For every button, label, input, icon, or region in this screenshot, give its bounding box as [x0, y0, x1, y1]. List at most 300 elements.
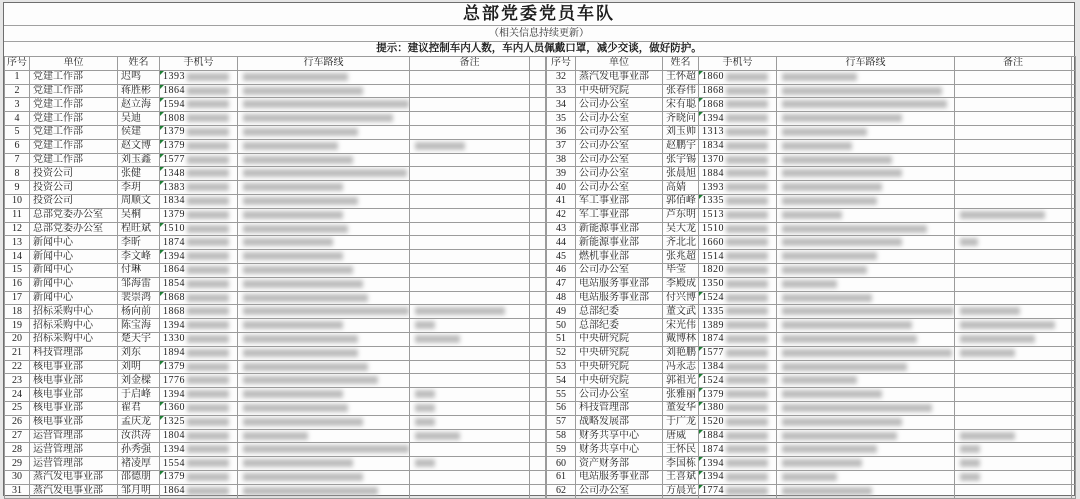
phone-redacted-blur: [187, 197, 229, 205]
cell-phone: [160, 332, 238, 346]
cell-name: 宋有聪: [663, 98, 699, 112]
cell-phone: [699, 374, 777, 388]
cell-route: [238, 457, 410, 471]
phone-redacted-blur: [726, 321, 768, 329]
col-header-unit: 单位: [30, 57, 118, 71]
cell-phone: [699, 167, 777, 181]
cell-spacer: [1072, 194, 1076, 208]
cell-name: 吴大龙: [663, 222, 699, 236]
table-row: [547, 388, 1076, 402]
cell-note: [955, 84, 1072, 98]
phone-prefix: 1394: [163, 443, 185, 455]
cell-name: 王喜斌: [663, 470, 699, 484]
phone-prefix: 1776: [163, 374, 185, 386]
cell-name: 张晨旭: [663, 167, 699, 181]
route-redacted-blur: [782, 335, 917, 343]
cell-name: 赵鹏宇: [663, 139, 699, 153]
cell-note: [410, 167, 530, 181]
note-redacted-blur: [415, 432, 460, 440]
table-row: [5, 305, 546, 319]
cell-route: [238, 222, 410, 236]
cell-name: 齐晓问: [663, 112, 699, 126]
cell-corner-triangle-icon: [699, 471, 703, 475]
col-header-spacer: [530, 57, 546, 71]
cell-note: [955, 98, 1072, 112]
cell-name: 周顺文: [118, 194, 160, 208]
cell-index: 29: [5, 457, 30, 471]
phone-redacted-blur: [726, 418, 768, 426]
cell-index: 41: [547, 194, 576, 208]
cell-phone: [699, 388, 777, 402]
cell-name: 杨向前: [118, 305, 160, 319]
cell-route: [777, 443, 955, 457]
cell-route: [777, 484, 955, 498]
cell-spacer: [1072, 415, 1076, 429]
table-row: [5, 277, 546, 291]
cell-phone: [699, 305, 777, 319]
route-redacted-blur: [782, 294, 872, 302]
note-redacted-blur: [415, 307, 505, 315]
cell-unit: 运营管理部: [30, 429, 118, 443]
phone-prefix: 1577: [163, 153, 185, 165]
cell-unit: 核电事业部: [30, 388, 118, 402]
phone-prefix: 1874: [702, 333, 724, 345]
phone-redacted-blur: [187, 307, 229, 315]
phone-redacted-blur: [726, 487, 768, 495]
cell-unit: 党建工作部: [30, 139, 118, 153]
phone-redacted-blur: [726, 211, 768, 219]
cell-spacer: [1072, 98, 1076, 112]
cell-name: 楚天宇: [118, 332, 160, 346]
phone-redacted-blur: [726, 114, 768, 122]
cell-route: [238, 194, 410, 208]
cell-index: 56: [547, 401, 576, 415]
cell-phone: [699, 70, 777, 84]
cell-corner-triangle-icon: [699, 347, 703, 351]
table-row: [5, 181, 546, 195]
table-row: [547, 305, 1076, 319]
cell-route: [238, 374, 410, 388]
cell-corner-triangle-icon: [160, 112, 164, 116]
cell-spacer: [530, 194, 546, 208]
cell-phone: [160, 125, 238, 139]
cell-note: [410, 236, 530, 250]
cell-phone: [160, 457, 238, 471]
phone-prefix: 1834: [702, 140, 724, 152]
cell-phone: [160, 277, 238, 291]
cell-name: 唐威: [663, 429, 699, 443]
cell-name: 方晨光: [663, 484, 699, 498]
phone-prefix: 1313: [702, 126, 724, 138]
header-row: [547, 57, 1076, 71]
cell-index: 55: [547, 388, 576, 402]
phone-prefix: 1379: [163, 360, 185, 372]
col-header-route: 行车路线: [238, 57, 410, 71]
cell-name: 高婧: [663, 181, 699, 195]
cell-phone: [699, 236, 777, 250]
cell-name: 侯建: [118, 125, 160, 139]
route-redacted-blur: [782, 487, 872, 495]
cell-unit: 中央研究院: [576, 84, 663, 98]
cell-unit: 中央研究院: [576, 374, 663, 388]
table-row: [5, 98, 546, 112]
cell-unit: 公司办公室: [576, 112, 663, 126]
cell-spacer: [1072, 277, 1076, 291]
cell-phone: [699, 319, 777, 333]
phone-prefix: 1874: [163, 236, 185, 248]
cell-corner-triangle-icon: [699, 71, 703, 75]
cell-unit: 总部党委办公室: [30, 222, 118, 236]
route-redacted-blur: [782, 100, 947, 108]
cell-spacer: [530, 263, 546, 277]
cell-note: [410, 277, 530, 291]
cell-note: [955, 319, 1072, 333]
cell-unit: 新闻中心: [30, 291, 118, 305]
cell-note: [955, 401, 1072, 415]
cell-name: 孙秀强: [118, 443, 160, 457]
cell-spacer: [1072, 429, 1076, 443]
cell-unit: 公司办公室: [576, 181, 663, 195]
route-redacted-blur: [782, 418, 902, 426]
cell-note: [955, 236, 1072, 250]
cell-route: [777, 167, 955, 181]
table-row: [5, 208, 546, 222]
cell-route: [777, 305, 955, 319]
cell-phone: [699, 443, 777, 457]
cell-note: [955, 443, 1072, 457]
phone-prefix: 1379: [163, 140, 185, 152]
cell-route: [777, 139, 955, 153]
cell-index: 30: [5, 470, 30, 484]
cell-corner-triangle-icon: [160, 402, 164, 406]
cell-phone: [699, 291, 777, 305]
cell-note: [410, 291, 530, 305]
cell-corner-triangle-icon: [160, 71, 164, 75]
cell-route: [238, 236, 410, 250]
cell-note: [410, 250, 530, 264]
table-row: [547, 98, 1076, 112]
cell-index: 20: [5, 332, 30, 346]
cell-phone: [160, 401, 238, 415]
cell-route: [777, 263, 955, 277]
cell-name: 邹海雷: [118, 277, 160, 291]
cell-phone: [699, 208, 777, 222]
cell-route: [238, 484, 410, 498]
phone-prefix: 1393: [702, 181, 724, 193]
table-row: [547, 429, 1076, 443]
cell-name: 李殿成: [663, 277, 699, 291]
route-redacted-blur: [782, 142, 852, 150]
phone-redacted-blur: [187, 390, 229, 398]
cell-name: 吴迪: [118, 112, 160, 126]
cell-spacer: [1072, 484, 1076, 498]
cell-index: 57: [547, 415, 576, 429]
col-header-spacer: [1072, 57, 1076, 71]
cell-phone: [699, 84, 777, 98]
cell-route: [238, 125, 410, 139]
route-redacted-blur: [243, 211, 343, 219]
cell-phone: [160, 84, 238, 98]
table-row: [5, 125, 546, 139]
cell-index: 16: [5, 277, 30, 291]
cell-index: 32: [547, 70, 576, 84]
cell-index: 61: [547, 470, 576, 484]
phone-redacted-blur: [187, 376, 229, 384]
cell-name: 付兴博: [663, 291, 699, 305]
safety-hint: 提示：建议控制车内人数，车内人员佩戴口罩，减少交谈，做好防护。: [376, 43, 702, 54]
phone-redacted-blur: [726, 128, 768, 136]
cell-route: [777, 374, 955, 388]
cell-phone: [699, 181, 777, 195]
cell-phone: [160, 236, 238, 250]
cell-note: [410, 388, 530, 402]
table-row: [547, 222, 1076, 236]
cell-name: 冯永志: [663, 360, 699, 374]
cell-route: [238, 429, 410, 443]
cell-phone: [160, 346, 238, 360]
phone-prefix: 1360: [163, 402, 185, 414]
phone-redacted-blur: [187, 294, 229, 302]
cell-unit: 燃机事业部: [576, 250, 663, 264]
phone-prefix: 1808: [163, 112, 185, 124]
cell-corner-triangle-icon: [160, 471, 164, 475]
cell-phone: [160, 429, 238, 443]
cell-spacer: [530, 484, 546, 498]
cell-index: 18: [5, 305, 30, 319]
cell-spacer: [1072, 139, 1076, 153]
cell-note: [955, 457, 1072, 471]
phone-redacted-blur: [726, 142, 768, 150]
cell-note: [955, 70, 1072, 84]
route-redacted-blur: [243, 87, 363, 95]
cell-spacer: [530, 98, 546, 112]
table-row: [5, 401, 546, 415]
cell-unit: 中央研究院: [576, 346, 663, 360]
table-row: [5, 332, 546, 346]
cell-unit: 财务共享中心: [576, 429, 663, 443]
cell-phone: [160, 70, 238, 84]
cell-index: 5: [5, 125, 30, 139]
route-redacted-blur: [782, 87, 942, 95]
table-row: [547, 70, 1076, 84]
cell-spacer: [530, 208, 546, 222]
cell-name: 王怀民: [663, 443, 699, 457]
phone-prefix: 1864: [163, 485, 185, 497]
cell-spacer: [530, 181, 546, 195]
table-row: [5, 470, 546, 484]
phone-redacted-blur: [726, 473, 768, 481]
cell-note: [955, 250, 1072, 264]
cell-spacer: [530, 388, 546, 402]
cell-note: [410, 470, 530, 484]
phone-redacted-blur: [187, 225, 229, 233]
phone-prefix: 1330: [163, 333, 185, 345]
col-header-name: 姓名: [663, 57, 699, 71]
route-redacted-blur: [782, 376, 857, 384]
cell-spacer: [530, 319, 546, 333]
note-redacted-blur: [960, 211, 1045, 219]
table-row: [547, 484, 1076, 498]
cell-index: 9: [5, 181, 30, 195]
table-row: [547, 125, 1076, 139]
cell-note: [955, 167, 1072, 181]
cell-unit: 新闻中心: [30, 250, 118, 264]
cell-name: 裴崇鸿: [118, 291, 160, 305]
cell-unit: 新闻中心: [30, 277, 118, 291]
cell-spacer: [1072, 319, 1076, 333]
phone-redacted-blur: [726, 87, 768, 95]
roster-table-right: [546, 56, 1076, 499]
cell-index: 3: [5, 98, 30, 112]
cell-unit: 党建工作部: [30, 112, 118, 126]
cell-route: [777, 457, 955, 471]
cell-route: [238, 277, 410, 291]
cell-name: 张健: [118, 167, 160, 181]
cell-corner-triangle-icon: [160, 181, 164, 185]
cell-note: [410, 415, 530, 429]
table-row: [5, 139, 546, 153]
route-redacted-blur: [782, 404, 932, 412]
phone-prefix: 1510: [163, 222, 185, 234]
cell-note: [955, 332, 1072, 346]
cell-index: 24: [5, 388, 30, 402]
table-row: [547, 346, 1076, 360]
cell-phone: [160, 305, 238, 319]
note-redacted-blur: [415, 390, 435, 398]
cell-route: [777, 194, 955, 208]
cell-index: 40: [547, 181, 576, 195]
cell-route: [238, 346, 410, 360]
cell-index: 59: [547, 443, 576, 457]
cell-index: 45: [547, 250, 576, 264]
route-redacted-blur: [782, 349, 952, 357]
cell-phone: [699, 470, 777, 484]
cell-route: [238, 305, 410, 319]
phone-redacted-blur: [187, 349, 229, 357]
cell-route: [777, 429, 955, 443]
cell-note: [955, 429, 1072, 443]
cell-corner-triangle-icon: [160, 292, 164, 296]
cell-unit: 公司办公室: [576, 139, 663, 153]
cell-name: 芦东明: [663, 208, 699, 222]
table-row: [5, 236, 546, 250]
cell-note: [410, 181, 530, 195]
table-row: [547, 457, 1076, 471]
cell-index: 60: [547, 457, 576, 471]
cell-name: 李国栋: [663, 457, 699, 471]
route-redacted-blur: [782, 390, 882, 398]
table-row: [5, 457, 546, 471]
phone-prefix: 1370: [702, 153, 724, 165]
cell-index: 28: [5, 443, 30, 457]
cell-route: [238, 263, 410, 277]
note-redacted-blur: [960, 473, 980, 481]
table-row: [547, 332, 1076, 346]
phone-redacted-blur: [726, 404, 768, 412]
route-redacted-blur: [243, 459, 353, 467]
phone-redacted-blur: [726, 197, 768, 205]
cell-unit: 军工事业部: [576, 208, 663, 222]
col-header-phone: 手机号: [699, 57, 777, 71]
cell-unit: 公司办公室: [576, 388, 663, 402]
cell-unit: 电站服务事业部: [576, 277, 663, 291]
cell-route: [238, 443, 410, 457]
phone-prefix: 1393: [163, 71, 185, 83]
cell-index: 44: [547, 236, 576, 250]
cell-phone: [160, 139, 238, 153]
phone-redacted-blur: [187, 445, 229, 453]
cell-name: 董爱华: [663, 401, 699, 415]
phone-redacted-blur: [187, 418, 229, 426]
phone-prefix: 1524: [702, 374, 724, 386]
phone-prefix: 1335: [702, 195, 724, 207]
cell-note: [955, 360, 1072, 374]
cell-spacer: [1072, 153, 1076, 167]
cell-spacer: [530, 429, 546, 443]
cell-name: 于广龙: [663, 415, 699, 429]
cell-spacer: [1072, 443, 1076, 457]
cell-route: [238, 70, 410, 84]
cell-spacer: [530, 415, 546, 429]
note-redacted-blur: [960, 335, 1035, 343]
col-header-route: 行车路线: [777, 57, 955, 71]
cell-index: 49: [547, 305, 576, 319]
cell-spacer: [530, 84, 546, 98]
cell-note: [410, 305, 530, 319]
cell-name: 李玥: [118, 181, 160, 195]
cell-unit: 党建工作部: [30, 125, 118, 139]
cell-route: [238, 208, 410, 222]
phone-redacted-blur: [187, 238, 229, 246]
table-row: [547, 153, 1076, 167]
cell-route: [777, 181, 955, 195]
cell-phone: [160, 222, 238, 236]
route-redacted-blur: [243, 294, 368, 302]
phone-redacted-blur: [726, 390, 768, 398]
cell-unit: 公司办公室: [576, 153, 663, 167]
phone-redacted-blur: [726, 363, 768, 371]
cell-phone: [160, 291, 238, 305]
cell-name: 刘东: [118, 346, 160, 360]
cell-index: 1: [5, 70, 30, 84]
cell-note: [410, 139, 530, 153]
cell-unit: 财务共享中心: [576, 443, 663, 457]
note-redacted-blur: [415, 404, 435, 412]
cell-spacer: [530, 167, 546, 181]
table-row: [5, 429, 546, 443]
cell-note: [410, 222, 530, 236]
phone-prefix: 1594: [163, 98, 185, 110]
note-redacted-blur: [415, 459, 435, 467]
cell-note: [410, 484, 530, 498]
table-row: [5, 319, 546, 333]
cell-route: [238, 332, 410, 346]
cell-unit: 运营管理部: [30, 443, 118, 457]
cell-phone: [699, 429, 777, 443]
phone-prefix: 1894: [163, 347, 185, 359]
cell-name: 刘金樑: [118, 374, 160, 388]
table-row: [5, 374, 546, 388]
route-redacted-blur: [782, 432, 897, 440]
phone-prefix: 1394: [163, 319, 185, 331]
cell-route: [238, 319, 410, 333]
phone-redacted-blur: [187, 266, 229, 274]
cell-spacer: [1072, 332, 1076, 346]
route-redacted-blur: [782, 238, 902, 246]
cell-index: 11: [5, 208, 30, 222]
cell-spacer: [1072, 374, 1076, 388]
cell-route: [777, 401, 955, 415]
